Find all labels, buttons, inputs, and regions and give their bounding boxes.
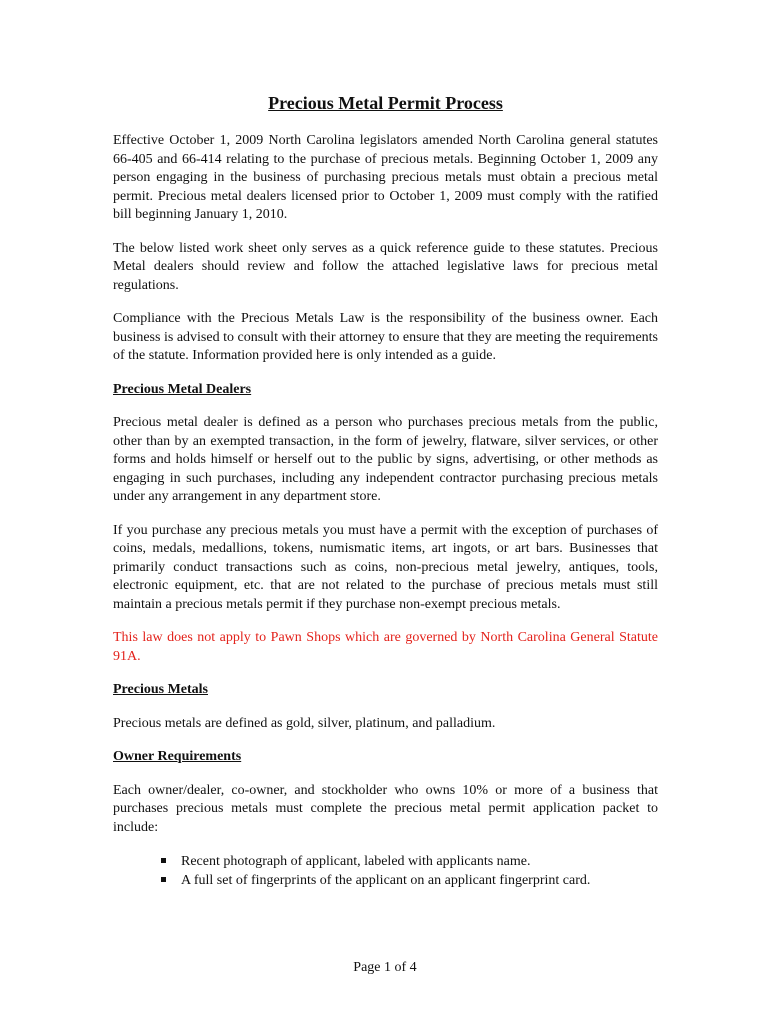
page-title: Precious Metal Permit Process xyxy=(268,93,503,113)
list-item-text: Recent photograph of applicant, labeled with applicants name. xyxy=(181,854,531,869)
metals-paragraph: Precious metals are defined as gold, silver, platinum, and palladium. xyxy=(113,715,496,731)
document-page xyxy=(113,92,658,890)
square-bullet-icon xyxy=(161,877,166,882)
requirements-list xyxy=(113,852,658,890)
section-heading-owner: Owner Requirements xyxy=(113,749,242,764)
section-heading-metals: Precious Metals xyxy=(113,682,208,697)
intro-paragraph-1: Effective October 1, 2009 North Carolina legislators amended North Carolina general statutes 66-405 and 66-414 relating to the purchase of precious metals. Beginning October 1, 2009 any person engaging in the business of purchasing precious metals must obtain a precious metal permit. Precious metal dealers licensed prior to October 1, 2009 must comply with the ratified bill beginning January 1, 2010. xyxy=(113,133,658,222)
intro-paragraph-2: The below listed work sheet only serves as a quick reference guide to these statutes. Precious Metal dealers should review and follow the attached legislative laws for precious metal regulations. xyxy=(113,240,658,293)
section-heading-dealers: Precious Metal Dealers xyxy=(113,381,252,397)
dealers-paragraph-1: Precious metal dealer is defined as a person who purchases precious metals from the public, other than by an exempted transaction, in the form of jewelry, flatware, silver services, or other forms and holds himself or herself out to the public by signs, advertising, or other methods as engaging in such purchases, including any independent contractor purchasing precious metals under any arrangement in any department store. xyxy=(113,415,658,504)
list-item-text: A full set of fingerprints of the applicant on an applicant fingerprint card. xyxy=(181,873,591,888)
pawn-shop-notice: This law does not apply to Pawn Shops which are governed by North Carolina General Statute 91A. xyxy=(113,630,658,664)
dealers-paragraph-2: If you purchase any precious metals you must have a permit with the exception of purchases of coins, medals, medallions, tokens, numismatic items, art ingots, or art bars. Businesses that primarily conduct transactions such as coins, non-precious metal jewelry, antiques, tools, electronic equipment, etc. that are not related to the purchase of precious metals must still maintain a precious metals permit if they purchase non-exempt precious metals. xyxy=(113,522,658,612)
owner-paragraph: Each owner/dealer, co-owner, and stockholder who owns 10% or more of a business that purchases precious metals must complete the precious metal permit application packet to include: xyxy=(113,782,658,835)
list-item xyxy=(161,871,658,890)
page-number: Page 1 of 4 xyxy=(353,960,417,975)
square-bullet-icon xyxy=(161,858,166,863)
list-item xyxy=(161,852,658,871)
intro-paragraph-3: Compliance with the Precious Metals Law is the responsibility of the business owner. Each business is advised to consult with their attorney to ensure that they are meeting the requirements of the statute. Information provided here is only intended as a guide. xyxy=(113,311,658,363)
